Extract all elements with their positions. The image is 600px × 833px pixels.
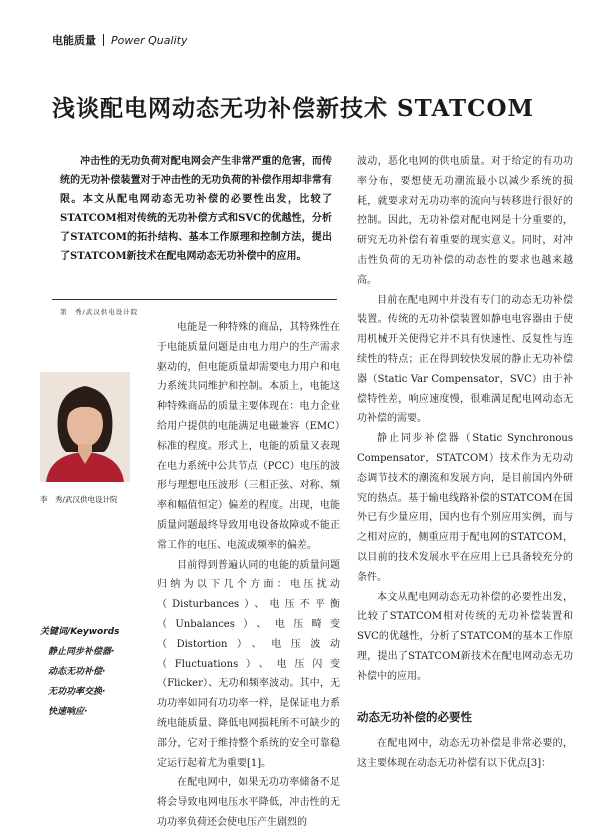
keyword-item: 静止同步补偿器· [48,647,115,657]
body-paragraph: 目前在配电网中并没有专门的动态无功补偿装置。传统的无功补偿装置如静电电容器由于使用机械开关使得它并不具有快速性、反复性与连续性的特点；正在得到较快发展的静止无功补偿器（Static Var Compensator，SVC）由于补偿特性差，响应速度慢，很难满足配电网动态无功补偿的需要。 [357,294,573,425]
body-paragraph: 目前得到普遍认同的电能的质量问题归纳为以下几个方面：电压扰动（Disturbances）、电压不平衡（Unbalances）、电压畸变（Distortion）、电压波动（Fluctuations）、电压闪变（Flicker）、无功和频率波动。其中，无功功率如同有功功率一样，是保证电力系统电能质量、降低电网损耗所不可缺少的部分，它对于维持整个系统的安全可靠稳定运行起着尤为重要[1]。 [157,559,340,769]
body-paragraph: 波动，恶化电网的供电质量。对于给定的有功功率分布，要想使无功潮流最小以减少系统的损耗，就要求对无功功率的流向与转移进行很好的控制。因此，无功补偿对配电网是十分重要的，研究无功补偿有着重要的现实意义。同时，对冲击性负荷的无功补偿的动态性的要求也越来越高。 [357,156,573,286]
section-heading: 动态无功补偿的必要性 [357,710,472,724]
section-name-cn: 电能质量 [52,34,96,47]
body-paragraph: 电能是一种特殊的商品，其特殊性在于电能质量问题是由电力用户的生产需求驱动的，但电能质量却需要电力用户和电力系统共同维护和控制。本质上，电能这种特殊商品的质量主要体现在：电力企业给用户提供的电能满足电磁兼容（EMC）标准的程度。形式上，电能的质量又表现在电力系统中公共节点（PCC）电压的波形与理想电压波形（三相正弦、对称、频率和幅值恒定）偏差的程度。出现，电能质量问题最终导致用电设备故障或不能正常工作的电压、电流或频率的偏差。 [157,322,340,551]
header-divider [103,34,104,46]
body-paragraph: 本文从配电网动态无功补偿的必要性出发，比较了STATCOM相对传统的无功补偿装置和SVC的优越性，分析了STATCOM的基本工作原理，提出了STATCOM新技术在配电网动态无功补偿中的应用。 [357,591,573,682]
keyword-item: 快速响应· [48,707,88,717]
running-header [52,32,187,48]
author-line: 第 秀/武汉供电设计院 [60,308,139,316]
abstract: 冲击性的无功负荷对配电网会产生非常严重的危害，而传统的无功补偿装置对于冲击性的无功负荷的补偿作用却非常有限。本文从配电网动态无功补偿的必要性出发，比较了STATCOM相对传统的无功补偿方式和SVC的优越性，分析了STATCOM的拓扑结构、基本工作原理和控制方法，提出了STATCOM新技术在配电网动态无功补偿中的应用。 [60,156,332,262]
keyword-item: 动态无功补偿· [48,667,106,677]
keywords-block [40,622,140,722]
body-paragraph: 在配电网中，动态无功补偿是非常必要的，这主要体现在动态无功补偿有以下优点[3]： [357,738,573,769]
abstract-rule [52,299,337,300]
keywords-label: 关键词/Keywords [40,627,120,637]
author-photo-image [40,372,130,482]
author-photo [40,372,130,482]
article-title: 浅谈配电网动态无功补偿新技术 STATCOM [52,95,534,122]
body-column-middle [157,318,340,833]
body-column-right [357,152,573,687]
body-paragraph: 静止同步补偿器（Static Synchronous Compensator，STATCOM）技术作为无功动态调节技术的潮流和发展方向，是目前国内外研究的热点。基于输电线路补偿的STATCOM在国外已有少量应用，国内也有个别应用实例，而与之相对应的，侧重应用于配电网的STATCOM，以目前的技术发展水平在应用上已具备较充分的条件。 [357,433,573,583]
photo-caption: 李 秀/武汉供电设计院 [40,495,118,504]
keyword-item: 无功功率交换· [48,687,106,697]
section-name-en: Power Quality [111,34,188,47]
body-paragraph: 在配电网中，如果无功功率储备不足将会导致电网电压水平降低，冲击性的无功功率负荷还会使电压产生剧烈的 [157,777,340,828]
body-column-right-lower [357,734,573,774]
